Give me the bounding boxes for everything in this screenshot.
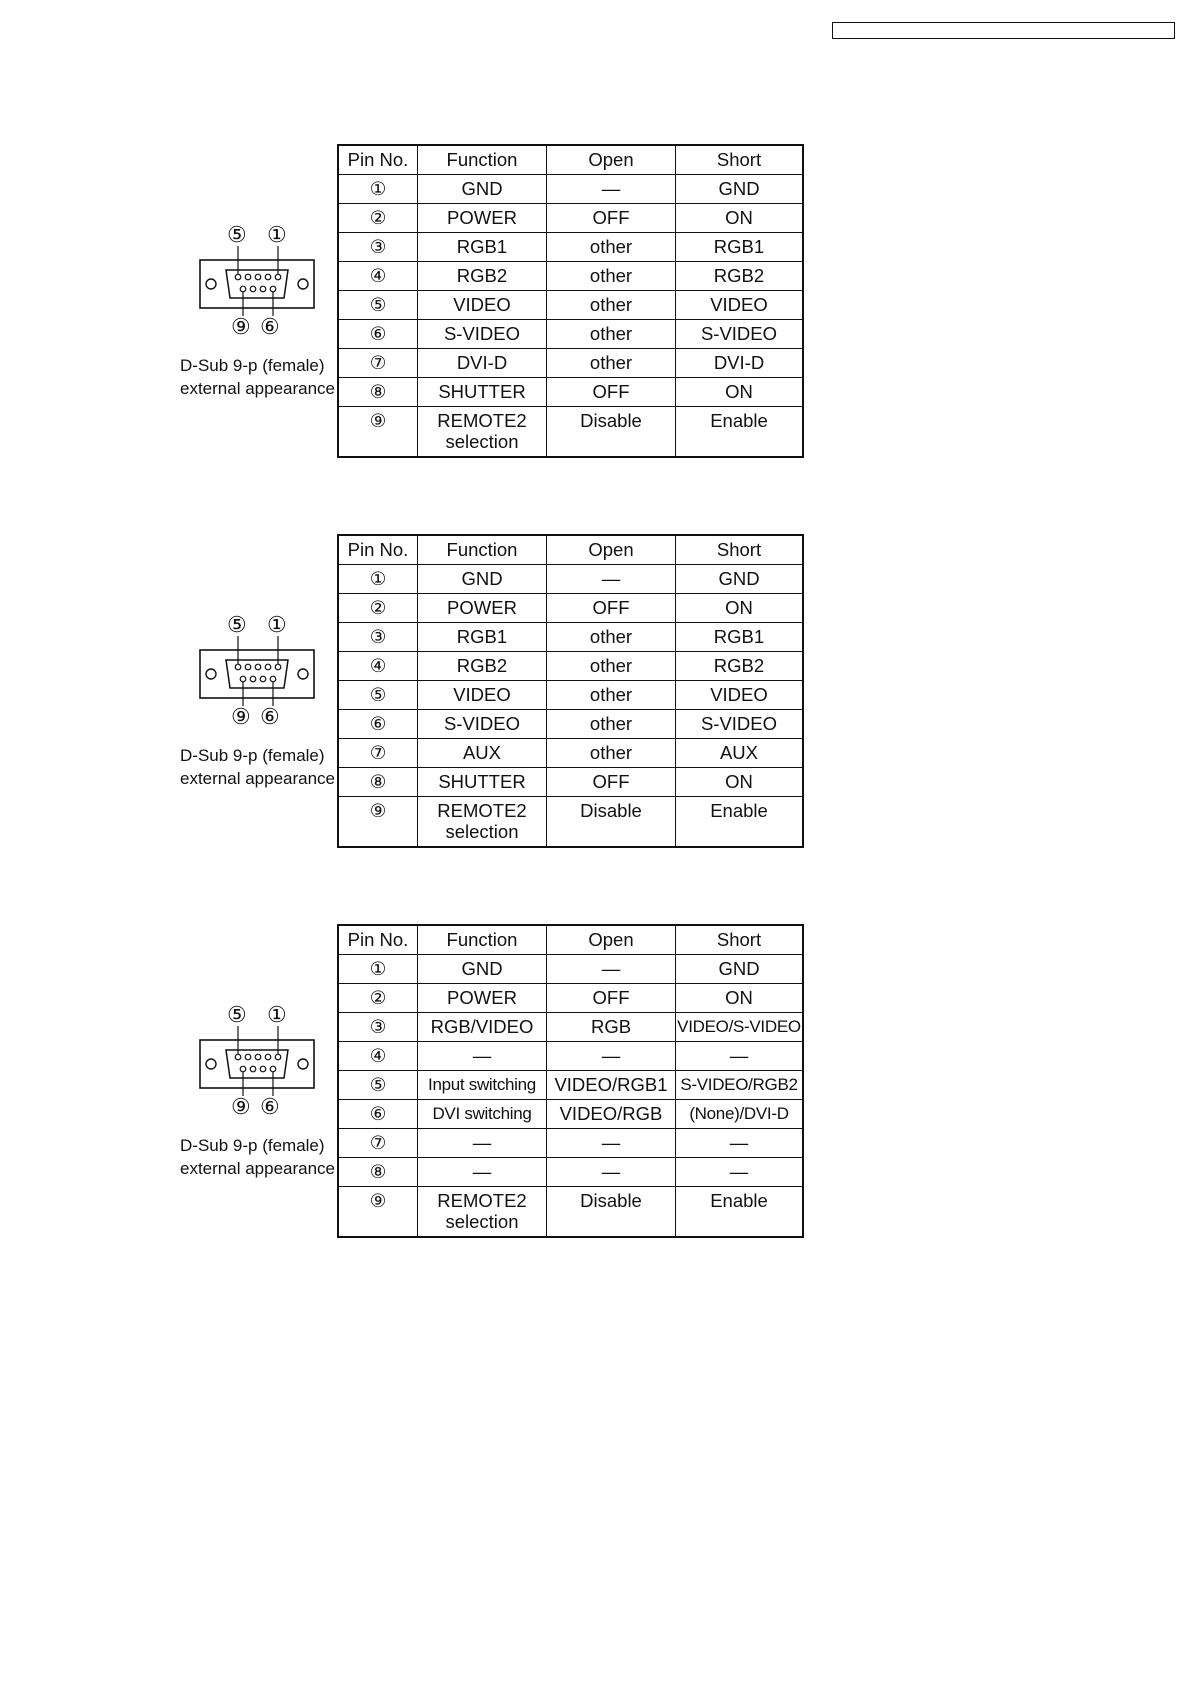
function-cell	[418, 262, 547, 291]
function-cell	[418, 681, 547, 710]
connector-diagram	[178, 1002, 338, 1178]
pin-number: ②	[338, 204, 418, 233]
pin-number: ②	[338, 594, 418, 623]
pin-section-3	[0, 924, 1190, 1244]
function-cell	[418, 204, 547, 233]
short-cell: GND	[676, 955, 804, 984]
caption-line-1: D-Sub 9-p (female)	[180, 746, 325, 765]
function-line-1: —	[472, 1132, 492, 1153]
open-cell: Disable	[547, 1187, 676, 1238]
function-cell	[418, 233, 547, 262]
table-row	[338, 378, 803, 407]
table-row	[338, 291, 803, 320]
function-cell	[418, 1100, 547, 1129]
open-cell: other	[547, 739, 676, 768]
header-short: Short	[676, 925, 804, 955]
header-function: Function	[418, 535, 547, 565]
function-cell	[418, 407, 547, 458]
header-open: Open	[547, 145, 676, 175]
dsub-connector-drawing	[178, 1008, 338, 1128]
pin-number: ⑥	[338, 320, 418, 349]
open-cell: —	[547, 1158, 676, 1187]
short-cell: ON	[676, 204, 804, 233]
function-line-1: S-VIDEO	[443, 713, 521, 734]
table-row	[338, 1158, 803, 1187]
function-cell	[418, 175, 547, 204]
open-cell: other	[547, 681, 676, 710]
pin-number: ①	[338, 955, 418, 984]
open-cell: —	[547, 955, 676, 984]
table-row	[338, 623, 803, 652]
connector-caption	[180, 354, 350, 400]
open-cell: OFF	[547, 984, 676, 1013]
function-cell	[418, 710, 547, 739]
function-cell	[418, 768, 547, 797]
short-cell: Enable	[676, 407, 804, 458]
pin-label-5: ⑤	[227, 1002, 247, 1027]
header-short: Short	[676, 145, 804, 175]
function-line-1: VIDEO	[453, 684, 511, 705]
short-cell: S-VIDEO/RGB2	[676, 1071, 804, 1100]
pin-number: ⑤	[338, 681, 418, 710]
table-row	[338, 565, 803, 594]
function-cell	[418, 1129, 547, 1158]
caption-line-2: external appearance	[180, 379, 336, 398]
open-cell: other	[547, 349, 676, 378]
pin-label-6: ⑥	[260, 704, 280, 729]
short-cell: VIDEO	[676, 291, 804, 320]
function-line-1: POWER	[447, 207, 517, 228]
function-line-1: Input switching	[428, 1075, 536, 1094]
header-function: Function	[418, 925, 547, 955]
pin-label-6: ⑥	[260, 314, 280, 339]
function-line-1: —	[472, 1045, 492, 1066]
short-cell: AUX	[676, 739, 804, 768]
pin-label-1: ①	[267, 222, 287, 247]
short-cell: ON	[676, 984, 804, 1013]
pin-label-9: ⑨	[231, 704, 251, 729]
function-cell	[418, 320, 547, 349]
function-line-1: RGB2	[456, 265, 508, 286]
table-row	[338, 1013, 803, 1042]
pin-section-1	[0, 144, 1190, 464]
pin-table	[337, 144, 804, 458]
dsub-connector-drawing	[178, 618, 338, 738]
pin-label-5: ⑤	[227, 612, 247, 637]
pin-number: ⑥	[338, 1100, 418, 1129]
table-row	[338, 320, 803, 349]
pin-number: ④	[338, 652, 418, 681]
function-cell	[418, 378, 547, 407]
function-cell	[418, 623, 547, 652]
pin-number: ⑨	[338, 797, 418, 848]
function-line-1: DVI switching	[432, 1104, 532, 1123]
pin-number: ③	[338, 233, 418, 262]
table-row	[338, 955, 803, 984]
short-cell: Enable	[676, 1187, 804, 1238]
table-row	[338, 739, 803, 768]
function-cell	[418, 565, 547, 594]
function-line-2: selection	[445, 1211, 519, 1232]
table-row	[338, 1071, 803, 1100]
open-cell: other	[547, 623, 676, 652]
connector-caption	[180, 744, 350, 790]
pin-number: ①	[338, 565, 418, 594]
open-cell: other	[547, 262, 676, 291]
open-cell: RGB	[547, 1013, 676, 1042]
function-cell	[418, 291, 547, 320]
dsub-connector-drawing	[178, 228, 338, 348]
pin-number: ②	[338, 984, 418, 1013]
connector-diagram	[178, 612, 338, 788]
open-cell: other	[547, 320, 676, 349]
table-row	[338, 797, 803, 848]
pin-label-1: ①	[267, 1002, 287, 1027]
function-line-1: S-VIDEO	[443, 323, 521, 344]
header-label-box	[832, 22, 1175, 39]
header-open: Open	[547, 925, 676, 955]
function-cell	[418, 984, 547, 1013]
pin-number: ⑥	[338, 710, 418, 739]
table-header-row	[338, 145, 803, 175]
function-line-1: GND	[461, 568, 503, 589]
function-line-1: —	[472, 1161, 492, 1182]
function-cell	[418, 1158, 547, 1187]
header-function: Function	[418, 145, 547, 175]
short-cell: DVI-D	[676, 349, 804, 378]
pin-number: ④	[338, 1042, 418, 1071]
short-cell: —	[676, 1129, 804, 1158]
short-cell: VIDEO	[676, 681, 804, 710]
function-line-1: RGB1	[456, 626, 508, 647]
pin-label-5: ⑤	[227, 222, 247, 247]
open-cell: Disable	[547, 797, 676, 848]
connector-diagram	[178, 222, 338, 398]
short-cell: ON	[676, 594, 804, 623]
short-cell: —	[676, 1042, 804, 1071]
table-row	[338, 1187, 803, 1238]
table-header-row	[338, 925, 803, 955]
short-cell: Enable	[676, 797, 804, 848]
table-row	[338, 984, 803, 1013]
table-row	[338, 204, 803, 233]
function-cell	[418, 1042, 547, 1071]
pin-label-6: ⑥	[260, 1094, 280, 1119]
open-cell: OFF	[547, 204, 676, 233]
header-pin-no: Pin No.	[338, 925, 418, 955]
open-cell: OFF	[547, 768, 676, 797]
function-line-1: VIDEO	[453, 294, 511, 315]
function-line-1: REMOTE2	[437, 410, 527, 431]
function-line-1: SHUTTER	[438, 771, 526, 792]
function-cell	[418, 797, 547, 848]
table-header-row	[338, 535, 803, 565]
short-cell: ON	[676, 768, 804, 797]
function-cell	[418, 1013, 547, 1042]
short-cell: RGB2	[676, 262, 804, 291]
function-line-1: REMOTE2	[437, 1190, 527, 1211]
pin-number: ⑨	[338, 1187, 418, 1238]
table-row	[338, 1100, 803, 1129]
function-cell	[418, 349, 547, 378]
short-cell: —	[676, 1158, 804, 1187]
caption-line-2: external appearance	[180, 1159, 336, 1178]
table-row	[338, 1042, 803, 1071]
caption-line-1: D-Sub 9-p (female)	[180, 1136, 325, 1155]
pin-table	[337, 924, 804, 1238]
short-cell: ON	[676, 378, 804, 407]
function-line-1: POWER	[447, 597, 517, 618]
table-row	[338, 768, 803, 797]
open-cell: other	[547, 233, 676, 262]
function-line-1: AUX	[462, 742, 502, 763]
connector-caption	[180, 1134, 350, 1180]
function-line-2: selection	[445, 431, 519, 452]
pin-number: ⑧	[338, 1158, 418, 1187]
table-row	[338, 175, 803, 204]
pin-number: ③	[338, 623, 418, 652]
function-line-1: REMOTE2	[437, 800, 527, 821]
short-cell: GND	[676, 565, 804, 594]
open-cell: —	[547, 565, 676, 594]
table-row	[338, 233, 803, 262]
function-cell	[418, 594, 547, 623]
function-line-1: RGB1	[456, 236, 508, 257]
open-cell: OFF	[547, 378, 676, 407]
pin-number: ③	[338, 1013, 418, 1042]
pin-table	[337, 534, 804, 848]
function-line-1: GND	[461, 958, 503, 979]
open-cell: other	[547, 652, 676, 681]
function-cell	[418, 955, 547, 984]
table-row	[338, 681, 803, 710]
table-row	[338, 652, 803, 681]
open-cell: OFF	[547, 594, 676, 623]
open-cell: —	[547, 175, 676, 204]
pin-number: ①	[338, 175, 418, 204]
header-open: Open	[547, 535, 676, 565]
pin-number: ⑤	[338, 291, 418, 320]
open-cell: other	[547, 291, 676, 320]
pin-number: ⑦	[338, 1129, 418, 1158]
pin-number: ⑦	[338, 739, 418, 768]
function-line-1: RGB2	[456, 655, 508, 676]
function-cell	[418, 652, 547, 681]
pin-label-9: ⑨	[231, 314, 251, 339]
pin-number: ⑦	[338, 349, 418, 378]
pin-number: ⑤	[338, 1071, 418, 1100]
pin-number: ④	[338, 262, 418, 291]
short-cell: GND	[676, 175, 804, 204]
function-line-1: POWER	[447, 987, 517, 1008]
pin-number: ⑨	[338, 407, 418, 458]
function-cell	[418, 1071, 547, 1100]
function-cell	[418, 1187, 547, 1238]
pin-section-2	[0, 534, 1190, 854]
short-cell: S-VIDEO	[676, 320, 804, 349]
table-row	[338, 710, 803, 739]
short-cell: RGB1	[676, 623, 804, 652]
function-line-2: selection	[445, 821, 519, 842]
function-cell	[418, 739, 547, 768]
header-pin-no: Pin No.	[338, 535, 418, 565]
short-cell: RGB1	[676, 233, 804, 262]
open-cell: VIDEO/RGB	[547, 1100, 676, 1129]
table-row	[338, 407, 803, 458]
table-row	[338, 262, 803, 291]
table-row	[338, 1129, 803, 1158]
header-pin-no: Pin No.	[338, 145, 418, 175]
function-line-1: GND	[461, 178, 503, 199]
short-cell: VIDEO/S-VIDEO	[676, 1013, 804, 1042]
open-cell: other	[547, 710, 676, 739]
function-line-1: SHUTTER	[438, 381, 526, 402]
pin-label-1: ①	[267, 612, 287, 637]
pin-label-9: ⑨	[231, 1094, 251, 1119]
table-row	[338, 594, 803, 623]
pin-number: ⑧	[338, 768, 418, 797]
table-row	[338, 349, 803, 378]
open-cell: VIDEO/RGB1	[547, 1071, 676, 1100]
open-cell: —	[547, 1129, 676, 1158]
function-line-1: DVI-D	[456, 352, 508, 373]
caption-line-1: D-Sub 9-p (female)	[180, 356, 325, 375]
open-cell: Disable	[547, 407, 676, 458]
pin-number: ⑧	[338, 378, 418, 407]
short-cell: S-VIDEO	[676, 710, 804, 739]
open-cell: —	[547, 1042, 676, 1071]
caption-line-2: external appearance	[180, 769, 336, 788]
short-cell: (None)/DVI-D	[676, 1100, 804, 1129]
header-short: Short	[676, 535, 804, 565]
function-line-1: RGB/VIDEO	[430, 1016, 534, 1037]
short-cell: RGB2	[676, 652, 804, 681]
